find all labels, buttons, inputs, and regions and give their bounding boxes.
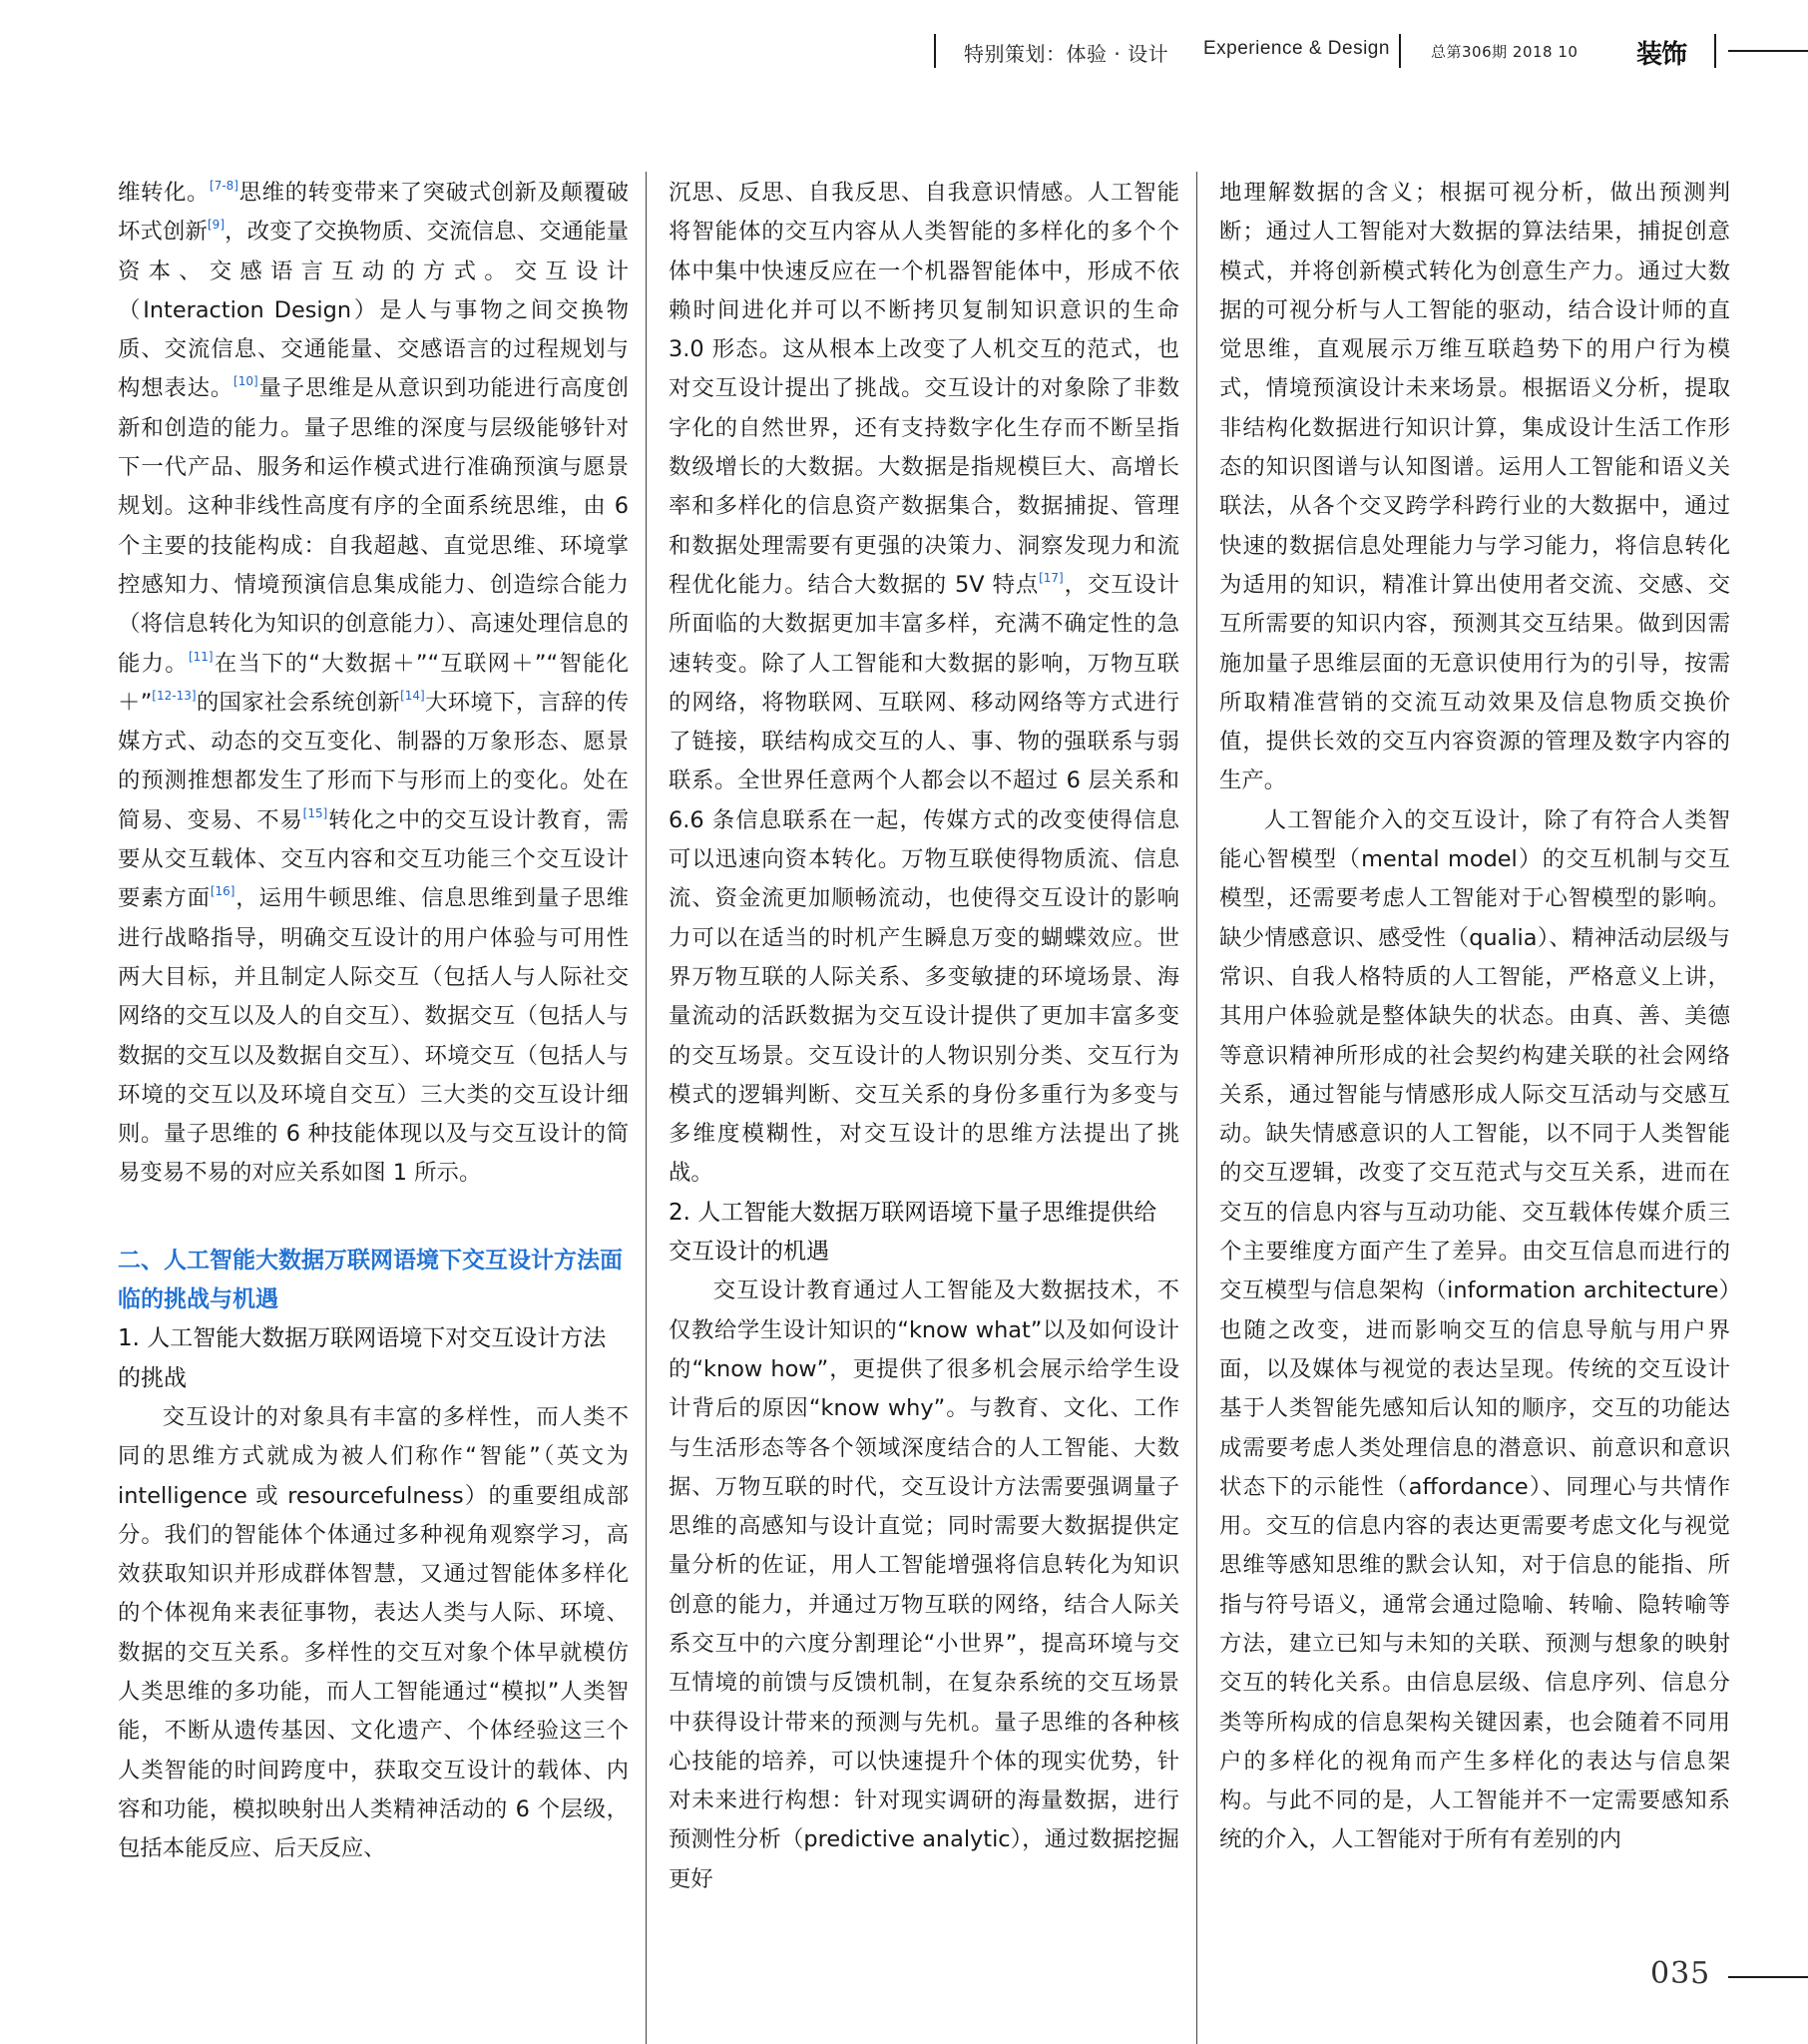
header-divider — [1714, 34, 1716, 68]
footer-rule — [1728, 1976, 1808, 1978]
citation-ref[interactable]: [17] — [1039, 570, 1064, 585]
paragraph: 人工智能介入的交互设计，除了有符合人类智能心智模型（mental model）的交互机制与交互模型，还需要考虑人工智能对于心智模型的影响。缺少情感意识、感受性（qualia）、精神活动层级与常识、自我人格特质的人工智能，严格意义上讲，其用户体验就是整体缺失的状态。由真、善、美德等意识精神所形成的社会契约构建关联的社会网络关系，通过智能与情感形成人际交互活动与交感互动。缺失情感意识的人工智能，以不同于人类智能的交互逻辑，改变了交互范式与交互关系，进而在交互的信息内容与互动功能、交互载体传媒介质三个主要维度方面产生了差异。由交互信息而进行的交互模型与信息架构（information architecture）也随之改变，进而影响交互的信息导航与用户界面，以及媒体与视觉的表达呈现。传统的交互设计基于人类智能先感知后认知的顺序，交互的功能达成需要考虑人类处理信息的潜意识、前意识和意识状态下的示能性（affordance）、同理心与共情作用。交互的信息内容的表达更需要考虑文化与视觉思维等感知思维的默会认知，对于信息的能指、所指与符号语义，通常会通过隐喻、转喻、隐转喻等方法，建立已知与未知的关联、预测与想象的映射交互的转化关系。由信息层级、信息序列、信息分类等所构成的信息架构关键因素，也会随着不同用户的多样化的视角而产生多样化的表达与信息架构。与此不同的是，人工智能并不一定需要感知系统的介入，人工智能对于所有有差别的内 — [1219, 806, 1730, 1853]
paragraph: 维转化。[7-8]思维的转变带来了突破式创新及颠覆破坏式创新[9]，改变了交换物质、交流信息、交通能量资本、交感语言互动的方式。交互设计（Interaction Design）是人与事物之间交换物质、交流信息、交通能量、交感语言的过程规划与构想表达。[10]量子思维是从意识到功能进行高度创新和创造的能力。量子思维的深度与层级能够针对下一代产品、服务和运作模式进行准确预演与愿景规划。这种非线性高度有序的全面系统思维，由 6 个主要的技能构成：自我超越、直觉思维、环境掌控感知力、情境预演信息集成能力、创造综合能力（将信息转化为知识的创意能力）、高速处理信息的能力。[11]在当下的“大数据＋”“互联网＋”“智能化＋”[12-13]的国家社会系统创新[14]大环境下，言辞的传媒方式、动态的交互变化、制器的万象形态、愿景的预测推想都发生了形而下与形而上的变化。处在简易、变易、不易[15]转化之中的交互设计教育，需要从交互载体、交互内容和交互功能三个交互设计要素方面[16]，运用牛顿思维、信息思维到量子思维进行战略指导，明确交互设计的用户体验与可用性两大目标，并且制定人际交互（包括人与人际社交网络的交互以及人的自交互）、数据交互（包括人与数据的交互以及数据自交互）、环境交互（包括人与环境的交互以及环境自交互）三大类的交互设计细则。量子思维的 6 种技能体现以及与交互设计的简易变易不易的对应关系如图 1 所示。 — [118, 179, 630, 1187]
citation-ref[interactable]: [15] — [302, 805, 328, 820]
citation-ref[interactable]: [11] — [188, 649, 214, 664]
subsection-heading: 2. 人工智能大数据万联网语境下量子思维提供给交互设计的机遇 — [669, 1199, 1157, 1266]
citation-ref[interactable]: [9] — [208, 218, 225, 233]
magazine-logo: 装饰 — [1636, 40, 1687, 70]
paragraph: 沉思、反思、自我反思、自我意识情感。人工智能将智能体的交互内容从人类智能的多样化的多个个体中集中快速反应在一个机器智能体中，形成不依赖时间进化并可以不断拷贝复制知识意识的生命 3.0 形态。这从根本上改变了人机交互的范式，也对交互设计提出了挑战。交互设计的对象除了非数字化的自然世界，还有支持数字化生存而不断呈指数级增长的大数据。大数据是指规模巨大、高增长率和多样化的信息资产数据集合，数据捕捉、管理和数据处理需要有更强的决策力、洞察发现力和流程优化能力。结合大数据的 5V 特点[17]，交互设计所面临的大数据更加丰富多样，充满不确定性的急速转变。除了人工智能和大数据的影响，万物互联的网络，将物联网、互联网、移动网络等方式进行了链接，联结构成交互的人、事、物的强联系与弱联系。全世界任意两个人都会以不超过 6 层关系和 6.6 条信息联系在一起，传媒方式的改变使得信息可以迅速向资本转化。万物互联使得物质流、信息流、资金流更加顺畅流动，也使得交互设计的影响力可以在适当的时机产生瞬息万变的蝴蝶效应。世界万物互联的人际关系、多变敏捷的环境场景、海量流动的活跃数据为交互设计提供了更加丰富多变的交互场景。交互设计的人物识别分类、交互行为模式的逻辑判断、交互关系的身份多重行为多变与多维度模糊性，对交互设计的思维方法提出了挑战。 — [669, 180, 1179, 1187]
page-number: 035 — [1650, 1956, 1711, 1991]
text-column-1 — [118, 174, 629, 1970]
column-divider — [646, 172, 647, 2044]
header-issue-info: 总第306期 2018 10 — [1431, 43, 1579, 61]
paragraph: 地理解数据的含义；根据可视分析，做出预测判断；通过人工智能对大数据的算法结果，捕捉创意模式，并将创新模式转化为创意生产力。通过大数据的可视分析与人工智能的驱动，结合设计师的直觉思维，直观展示万维互联趋势下的用户行为模式，情境预演设计未来场景。根据语义分析，提取非结构化数据进行知识计算，集成设计生活工作形态的知识图谱与认知图谱。运用人工智能和语义关联法，从各个交叉跨学科跨行业的大数据中，通过快速的数据信息处理能力与学习能力，将信息转化为适用的知识，精准计算出使用者交流、交感、交互所需要的知识内容，预测其交互结果。做到因需施加量子思维层面的无意识使用行为的引导，按需所取精准营销的交流互动效果及信息物质交换价值，提供长效的交互内容资源的管理及数字内容的生产。 — [1219, 180, 1730, 794]
header-feature-title-en: Experience & Design — [1203, 38, 1390, 59]
citation-ref[interactable]: [10] — [233, 374, 258, 389]
subsection-heading: 1. 人工智能大数据万联网语境下对交互设计方法的挑战 — [118, 1325, 607, 1391]
text-column-2 — [669, 174, 1179, 1970]
citation-ref[interactable]: [16] — [210, 884, 235, 899]
paragraph: 交互设计的对象具有丰富的多样性，而人类不同的思维方式就成为被人们称作“智能”（英文为 intelligence 或 resourcefulness）的重要组成部分。我们的智能体个体通过多种视角观察学习，高效获取知识并形成群体智慧，又通过智能体多样化的个体视角来表征事物，表达人类与人际、环境、数据的交互关系。多样性的交互对象个体早就模仿人类思维的多功能，而人工智能通过“模拟”人类智能，不断从遗传基因、文化遗产、个体经验这三个人类智能的时间跨度中，获取交互设计的载体、内容和功能，模拟映射出人类精神活动的 6 个层级，包括本能反应、后天反应、 — [118, 1403, 629, 1862]
section-heading: 二、人工智能大数据万联网语境下交互设计方法面临的挑战与机遇 — [118, 1247, 623, 1313]
text-column-3 — [1219, 174, 1730, 1970]
citation-ref[interactable]: [14] — [400, 688, 425, 703]
header-rule — [1728, 50, 1808, 52]
paragraph: 交互设计教育通过人工智能及大数据技术，不仅教给学生设计知识的“know what”以及如何设计的“know how”，更提供了很多机会展示给学生设计背后的原因“know why”。与教育、文化、工作与生活形态等各个领域深度结合的人工智能、大数据、万物互联的时代，交互设计方法需要强调量子思维的高感知与设计直觉；同时需要大数据提供定量分析的佐证，用人工智能增强将信息转化为知识创意的能力，并通过万物互联的网络，结合人际关系交互中的六度分割理论“小世界”，提高环境与交互情境的前馈与反馈机制，在复杂系统的交互场景中获得设计带来的预测与先机。量子思维的各种核心技能的培养，可以快速提升个体的现实优势，针对未来进行构想：针对现实调研的海量数据，进行预测性分析（predictive analytic），通过数据挖掘更好 — [669, 1278, 1179, 1892]
citation-ref[interactable]: [12-13] — [152, 688, 197, 703]
header-divider — [934, 34, 936, 68]
column-divider — [1196, 172, 1197, 2044]
citation-ref[interactable]: [7-8] — [210, 179, 238, 193]
header-feature-title: 特别策划：体验 · 设计 — [964, 42, 1169, 66]
header-divider — [1399, 34, 1401, 68]
running-header — [0, 28, 1808, 72]
